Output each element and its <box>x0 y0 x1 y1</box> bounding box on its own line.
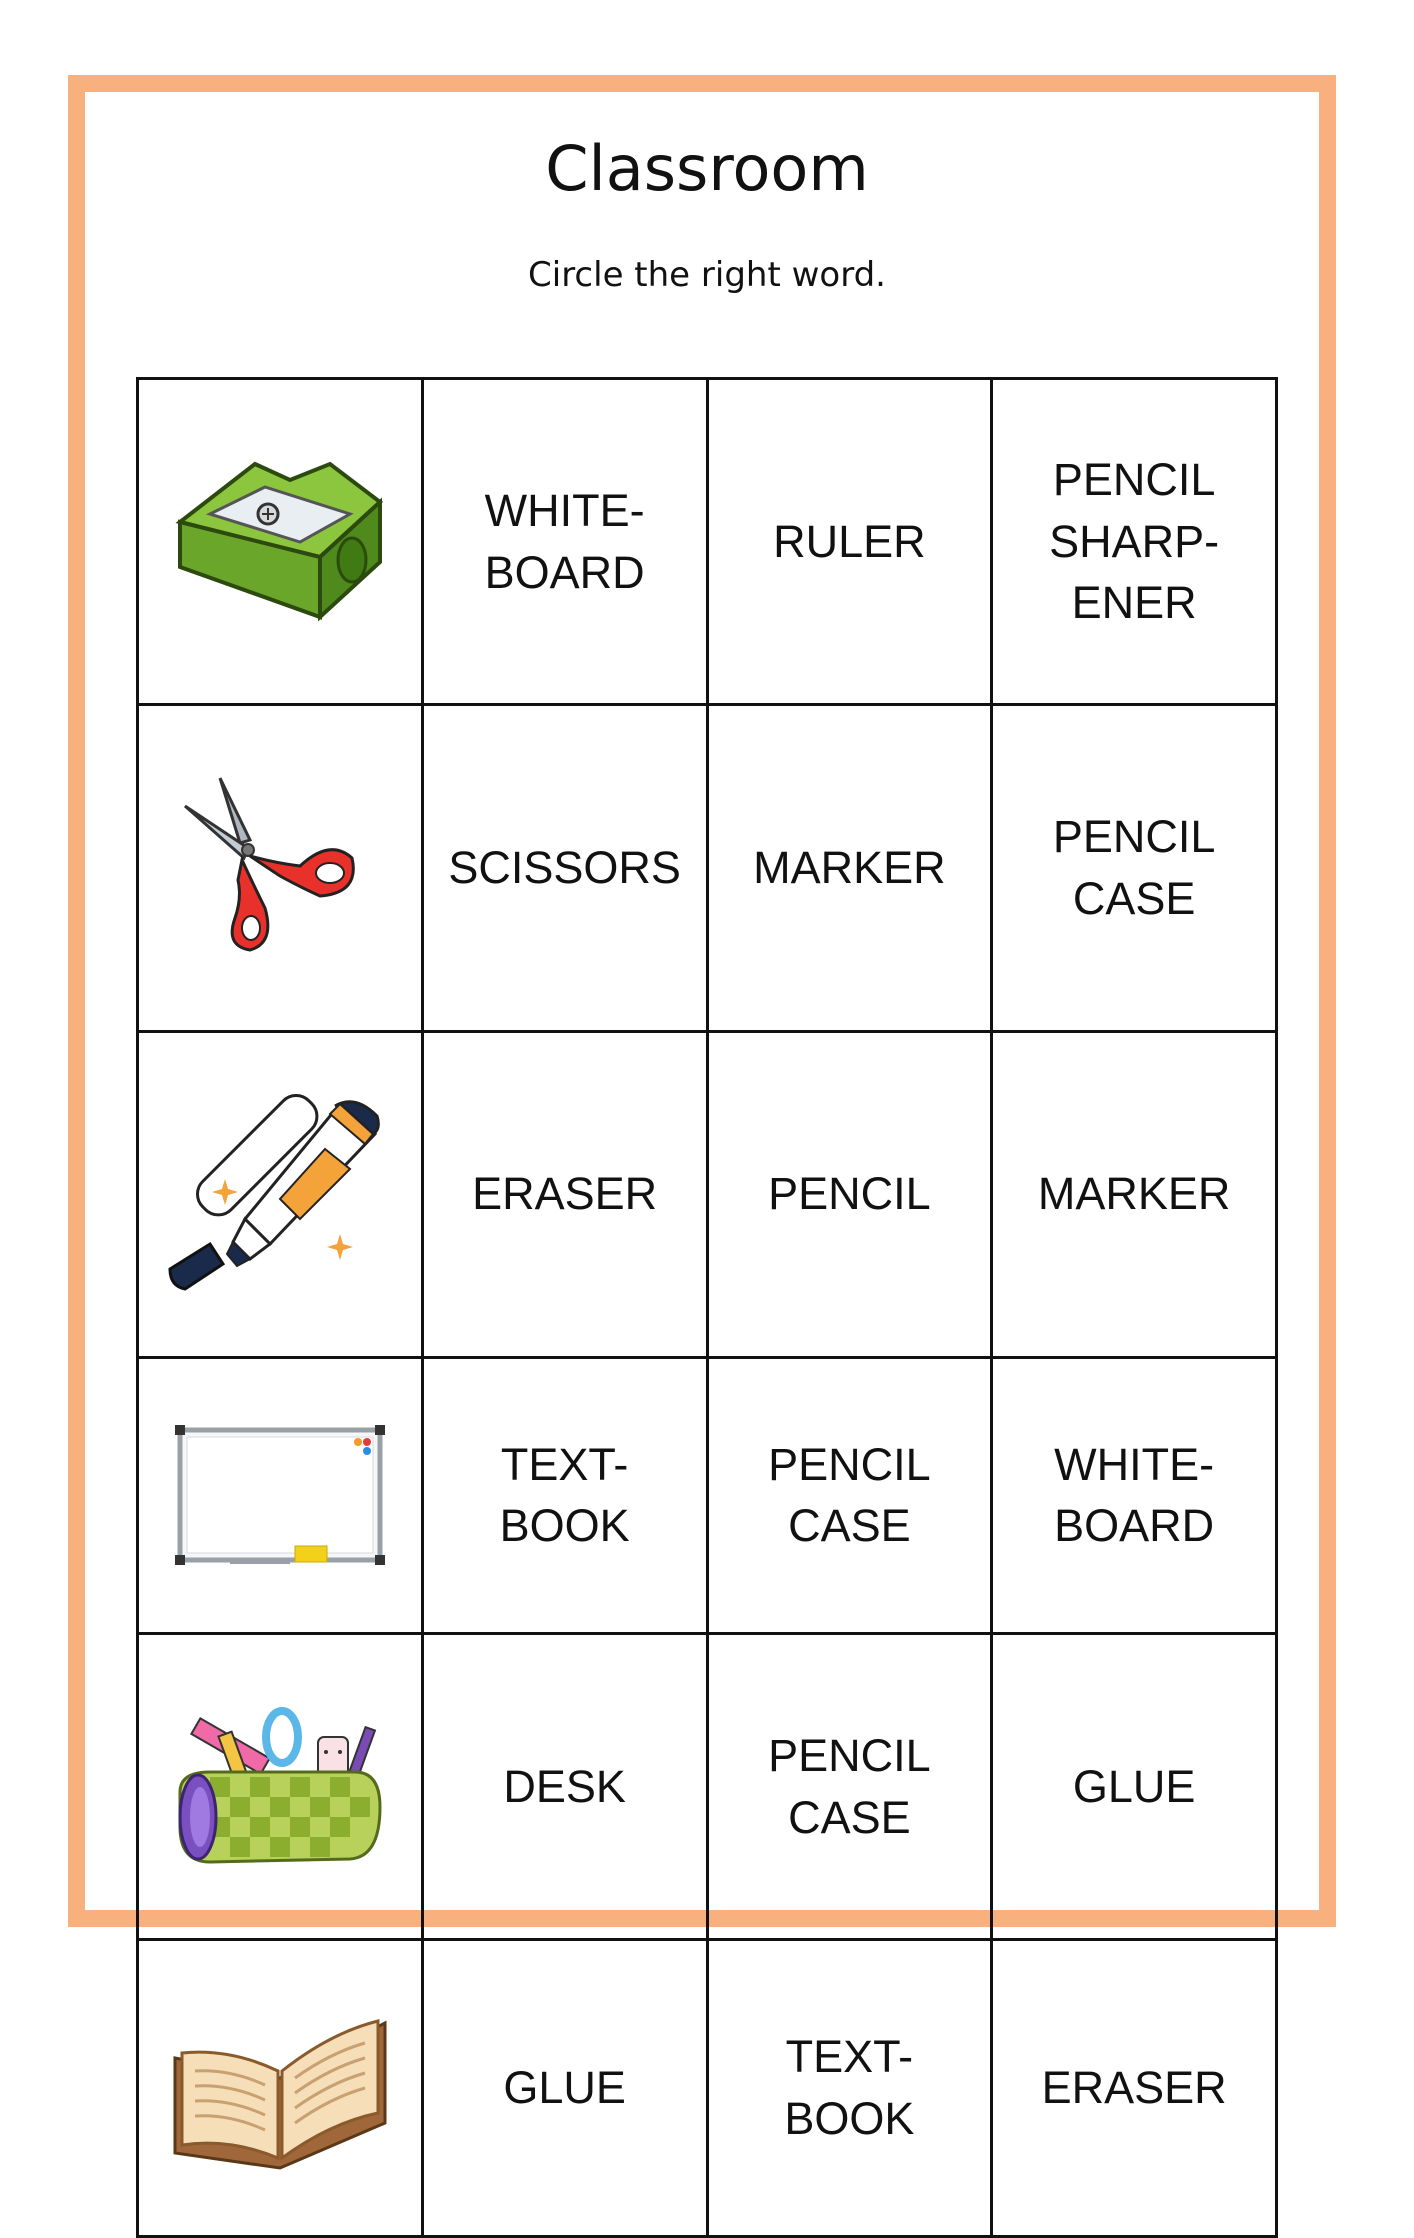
word-option[interactable]: GLUE <box>992 1634 1277 1940</box>
table-row <box>138 1634 1277 1940</box>
word-option[interactable]: DESK <box>422 1634 707 1940</box>
word-choice-table <box>136 377 1278 2238</box>
picture-cell <box>138 1357 423 1633</box>
picture-cell <box>138 705 423 1031</box>
word-option[interactable]: TEXT- BOOK <box>422 1357 707 1633</box>
picture-cell <box>138 1634 423 1940</box>
picture-cell <box>138 1940 423 2236</box>
word-option[interactable]: MARKER <box>707 705 992 1031</box>
table-row <box>138 1940 1277 2236</box>
marker-icon <box>165 1094 395 1294</box>
word-option[interactable]: PENCIL <box>707 1031 992 1357</box>
word-option[interactable]: ERASER <box>992 1940 1277 2236</box>
word-option[interactable]: GLUE <box>422 1940 707 2236</box>
table-row <box>138 1031 1277 1357</box>
word-option[interactable]: MARKER <box>992 1031 1277 1357</box>
word-option[interactable]: ERASER <box>422 1031 707 1357</box>
word-option[interactable]: RULER <box>707 379 992 705</box>
table-row <box>138 1357 1277 1633</box>
worksheet-instruction: Circle the right word. <box>528 255 886 295</box>
scissors-icon <box>180 768 380 968</box>
word-option[interactable]: PENCIL CASE <box>992 705 1277 1031</box>
word-option[interactable]: PENCIL CASE <box>707 1357 992 1633</box>
word-option[interactable]: SCISSORS <box>422 705 707 1031</box>
word-option[interactable]: PENCIL CASE <box>707 1634 992 1940</box>
table-row <box>138 705 1277 1031</box>
word-option[interactable]: WHITE- BOARD <box>992 1357 1277 1633</box>
word-option[interactable]: TEXT- BOOK <box>707 1940 992 2236</box>
picture-cell <box>138 1031 423 1357</box>
worksheet-title: Classroom <box>545 132 869 205</box>
word-option[interactable]: PENCIL SHARP- ENER <box>992 379 1277 705</box>
whiteboard-icon <box>170 1420 390 1570</box>
word-option[interactable]: WHITE- BOARD <box>422 379 707 705</box>
pencil-sharpener-icon <box>170 442 390 642</box>
table-row <box>138 379 1277 705</box>
textbook-icon <box>170 2003 390 2173</box>
pencil-case-icon <box>170 1697 390 1877</box>
picture-cell <box>138 379 423 705</box>
